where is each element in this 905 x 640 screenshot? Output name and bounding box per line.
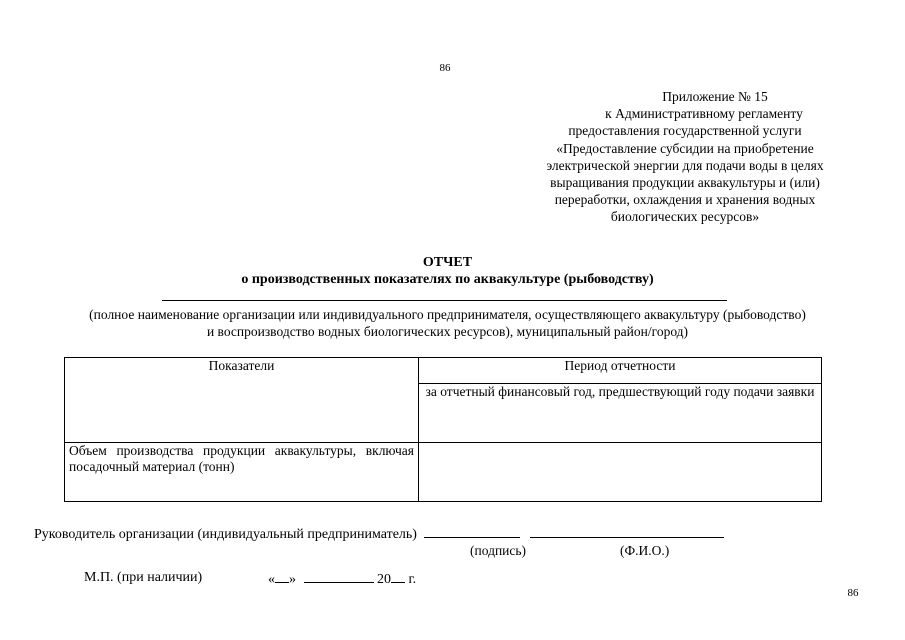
organization-caption-line: и воспроизводство водных биологических ресурсов), муниципальный район/город) [206,324,689,339]
row-label-production-volume: Объем производства продукции аквакультуры, включая посадочный материал (тонн) [65,443,419,502]
page-number-bottom: 86 [847,587,859,599]
appendix-line: переработки, охлаждения и хранения водных [554,192,816,208]
report-title-block [60,254,835,288]
appendix-line: «Предоставление субсидии на приобретение [556,140,814,156]
signature-blank[interactable] [424,525,520,538]
date-line: « » 20 г. [268,572,417,587]
header-period: Период отчетности [419,358,822,384]
appendix-line: Приложение № 15 [662,89,768,104]
full-name-blank[interactable] [530,525,724,538]
header-indicators: Показатели [65,358,419,443]
stamp-place-label: М.П. (при наличии) [84,570,203,585]
subheader-period: за отчетный финансовый год, предшествующий году подачи заявки [419,384,822,443]
date-year-prefix: 20 [377,572,391,587]
report-subtitle: о производственных показателях по аквакультуре (рыбоводству) [241,272,654,287]
date-open-quote: « [268,572,275,587]
report-title: ОТЧЕТ [422,255,473,270]
signature-caption: (подпись) [470,543,527,558]
organization-name-blank[interactable] [162,290,727,301]
report-table [64,357,822,502]
signature-line [34,525,724,543]
appendix-line: электрической энергии для подачи воды в целях [546,157,824,173]
appendix-line: биологических ресурсов» [610,209,760,225]
signature-line-label: Руководитель организации (индивидуальный предприниматель) [34,527,417,542]
date-year-blank[interactable] [391,570,405,583]
organization-name-caption [30,306,865,340]
date-close-quote: » [289,572,296,587]
appendix-line: предоставления государственной услуги [568,123,802,139]
date-day-blank[interactable] [275,570,289,583]
organization-caption-line: (полное наименование организации или индивидуального предпринимателя, осуществляющего аквакультуру (рыбоводство) [89,307,806,322]
date-month-blank[interactable] [304,570,374,583]
appendix-line: к Административному регламенту [605,106,803,122]
appendix-header [520,88,850,226]
appendix-line: выращивания продукции аквакультуры и (или) [550,175,820,191]
page-number-top: 86 [439,62,451,74]
full-name-caption: (Ф.И.О.) [620,543,670,558]
row-value-production-volume[interactable] [419,443,822,502]
